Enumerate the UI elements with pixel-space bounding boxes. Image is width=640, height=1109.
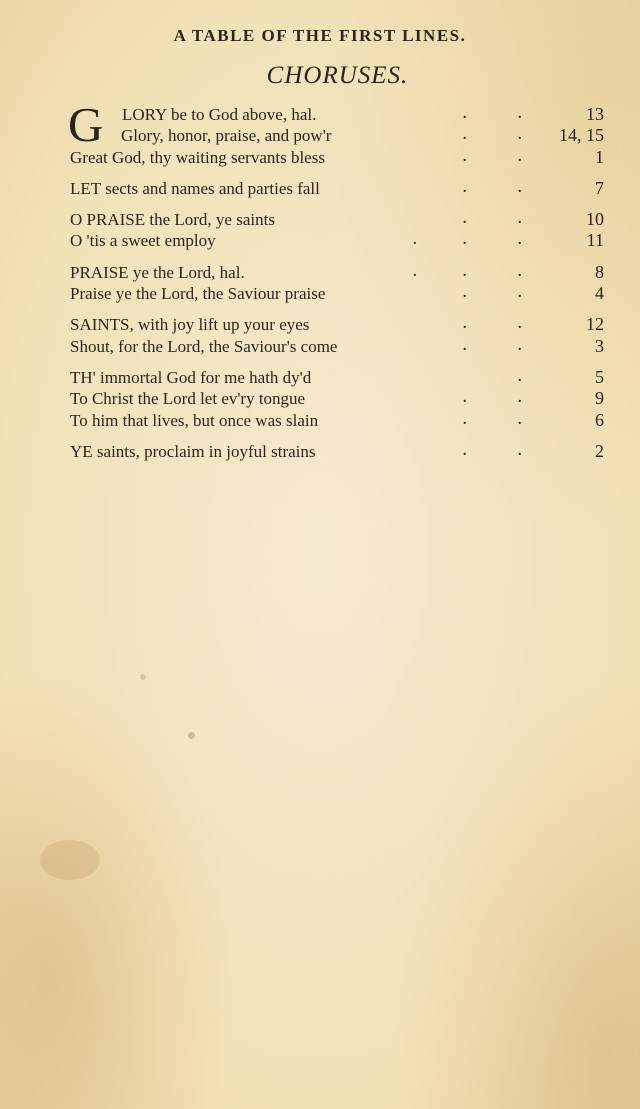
leader-dot: .: [463, 286, 467, 302]
toc-entry: [70, 209, 610, 230]
paper-stain: [140, 674, 146, 680]
leader-dot: .: [463, 149, 467, 165]
first-line-text: O PRAISE the Lord, ye saints: [70, 210, 275, 230]
first-line-text: To him that lives, but once was slain: [70, 410, 319, 430]
first-line-text: Great God, thy waiting servants bless: [70, 147, 325, 167]
first-line-text: PRAISE ye the Lord, hal.: [70, 262, 245, 282]
leader-dot: .: [463, 443, 467, 459]
toc-entry: [70, 147, 610, 168]
first-line-text: YE saints, proclaim in joyful strains: [70, 441, 316, 461]
toc-group: [70, 262, 610, 305]
toc-entry: [70, 178, 610, 199]
leader-dot: .: [463, 412, 467, 428]
table-of-first-lines: [68, 97, 610, 472]
leader-dot: .: [463, 317, 467, 333]
toc-entry: [70, 388, 610, 409]
leader-dot: .: [463, 233, 467, 249]
page-number: 8: [595, 261, 604, 282]
paper-stain: [40, 840, 100, 880]
toc-entry: [70, 283, 610, 304]
first-line-text: LET sects and names and parties fall: [70, 178, 320, 198]
leader-dot: .: [413, 233, 417, 249]
leader-dot: .: [518, 107, 522, 122]
toc-group: [70, 314, 610, 357]
leader-dot: .: [518, 149, 522, 165]
leader-dot: .: [463, 264, 467, 280]
toc-group: [70, 178, 610, 199]
section-title: CHORUSES.: [266, 62, 409, 89]
leader-dot: .: [463, 107, 467, 122]
page-number: 12: [586, 314, 604, 335]
leader-dot: .: [518, 286, 522, 302]
leader-dot: .: [518, 180, 522, 196]
toc-group: [70, 441, 610, 462]
leader-dot: .: [518, 212, 522, 228]
first-line-text: LORY be to God above, hal.: [122, 105, 317, 124]
toc-entry: [70, 367, 610, 388]
drop-cap: G: [68, 97, 104, 152]
paper-stain: [188, 732, 195, 739]
toc-entry: [70, 410, 610, 431]
page-number: 6: [595, 409, 604, 430]
toc-group: [70, 367, 610, 431]
first-line-text: Praise ye the Lord, the Saviour praise: [70, 284, 326, 304]
leader-dot: .: [463, 212, 467, 228]
toc-entry: [70, 314, 610, 335]
toc-entry: [70, 262, 610, 283]
page-number: 3: [595, 335, 604, 356]
running-head: A TABLE OF THE FIRST LINES.: [173, 26, 467, 45]
leader-dot: .: [518, 264, 522, 280]
toc-entry: [70, 230, 610, 251]
first-line-text: To Christ the Lord let ev'ry tongue: [70, 389, 306, 409]
leader-dot: .: [518, 338, 522, 354]
page-number: 7: [595, 177, 604, 198]
page-number: 13: [586, 104, 604, 124]
page-number: 9: [595, 388, 604, 409]
page-number: 4: [595, 283, 604, 304]
leader-dot: .: [463, 391, 467, 407]
toc-entry: [70, 125, 610, 146]
leader-dot: .: [463, 180, 467, 196]
leader-dot: .: [518, 369, 522, 385]
page-number: 1: [595, 146, 604, 167]
first-line-text: SAINTS, with joy lift up your eyes: [70, 315, 310, 335]
toc-group: [70, 209, 610, 252]
toc-entry: [70, 336, 610, 357]
first-line-text: O 'tis a sweet employ: [70, 231, 216, 251]
leader-dot: .: [518, 317, 522, 333]
leader-dot: .: [518, 412, 522, 428]
leader-dot: .: [518, 443, 522, 459]
toc-group: [68, 97, 610, 168]
toc-entry: [70, 441, 610, 462]
leader-dot: .: [518, 128, 522, 144]
leader-dot: .: [463, 128, 467, 144]
leader-dot: .: [518, 391, 522, 407]
page-number: 11: [586, 230, 604, 251]
page-number: 10: [586, 209, 604, 230]
page-number: 5: [595, 366, 604, 387]
page-number: 2: [595, 440, 604, 461]
leader-dot: .: [413, 264, 417, 280]
leader-dot: .: [518, 233, 522, 249]
leader-dot: .: [463, 338, 467, 354]
first-line-text: Shout, for the Lord, the Saviour's come: [70, 336, 338, 356]
first-line-text: Glory, honor, praise, and pow'r: [121, 126, 332, 146]
page-number: 14, 15: [559, 125, 604, 146]
first-line-text: TH' immortal God for me hath dy'd: [70, 367, 312, 387]
